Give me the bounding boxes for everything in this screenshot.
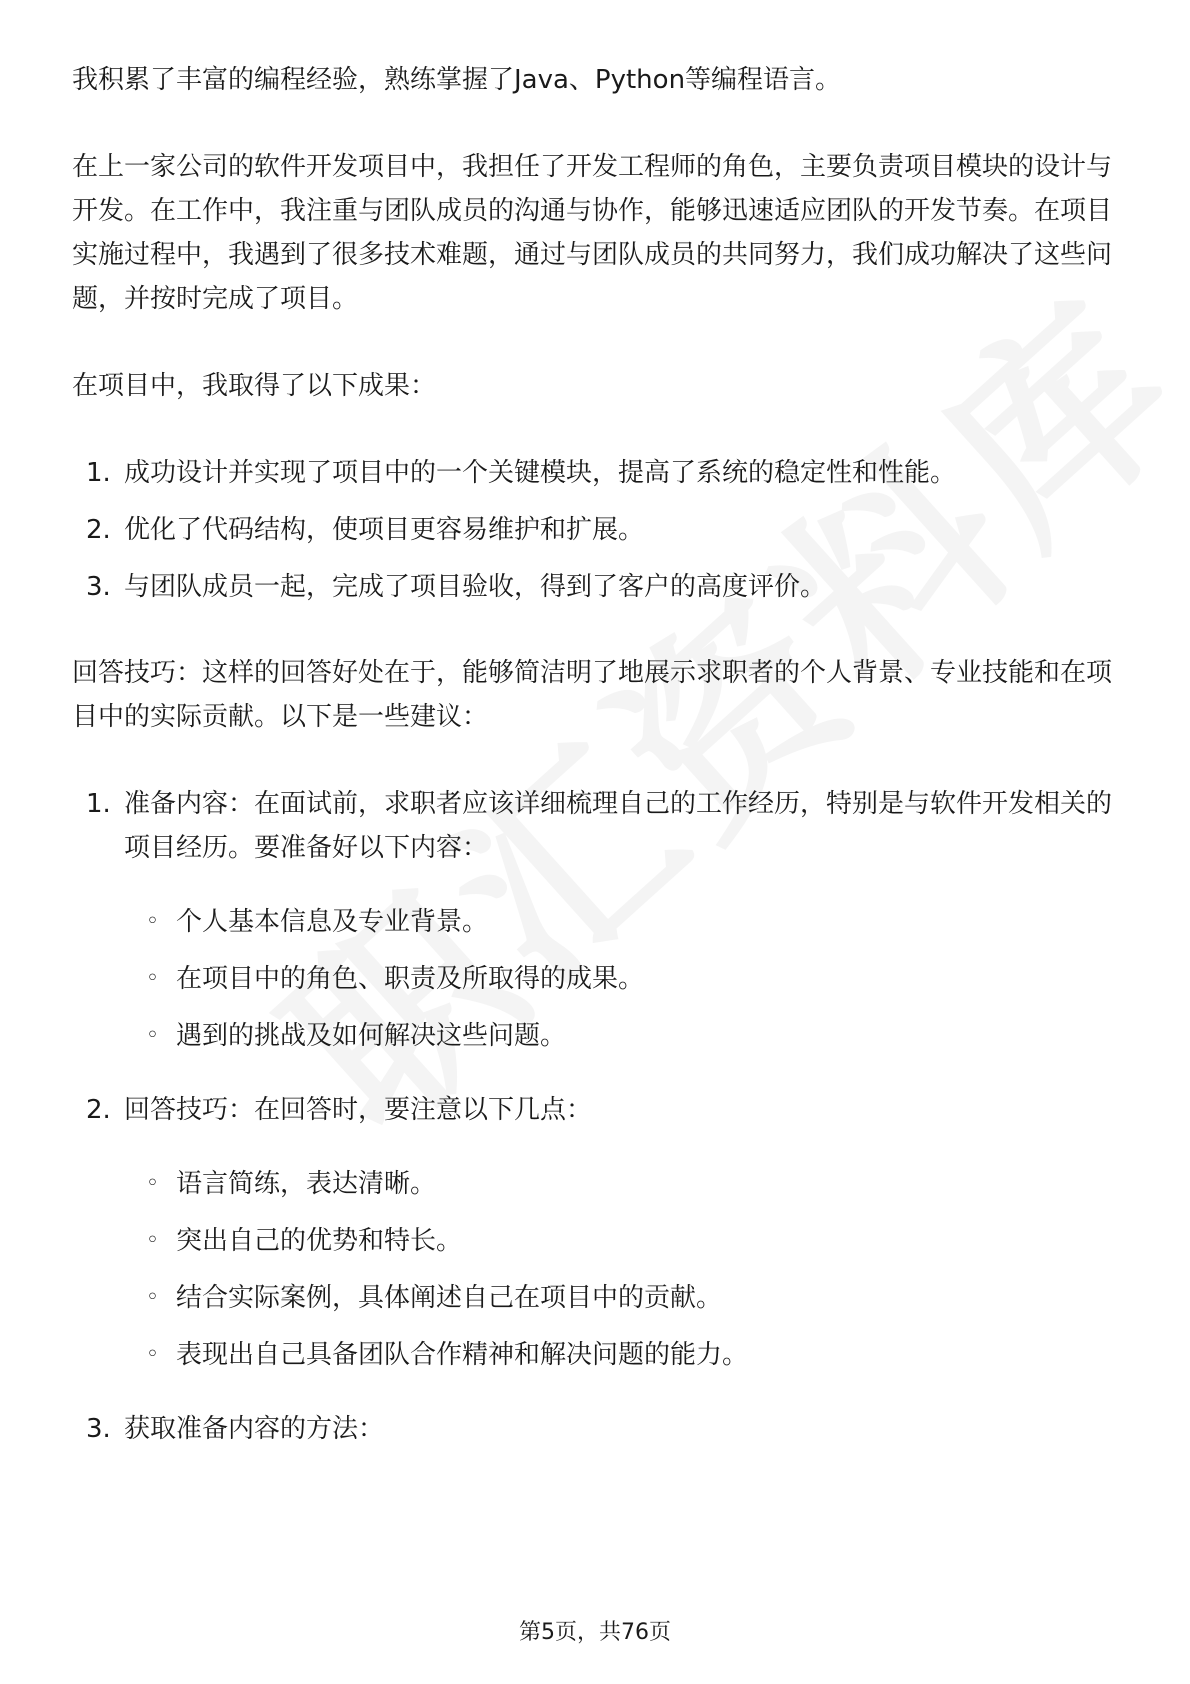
list-item [72, 782, 1122, 1058]
sub-list-item [124, 1014, 1122, 1058]
list-item-text: 回答技巧：在回答时，要注意以下几点： [124, 1095, 593, 1125]
achievements-heading: 在项目中，我取得了以下成果： [72, 371, 437, 401]
sub-list-item-text: 表现出自己具备团队合作精神和解决问题的能力。 [176, 1340, 749, 1370]
list-item-text: 成功设计并实现了项目中的一个关键模块，提高了系统的稳定性和性能。 [124, 458, 957, 488]
sub-list-item [124, 900, 1122, 944]
list-number: 2. [86, 515, 111, 545]
project-paragraph: 在上一家公司的软件开发项目中，我担任了开发工程师的角色，主要负责项目模块的设计与开发。在工作中，我注重与团队成员的沟通与协作，能够迅速适应团队的开发节奏。在项目实施过程中，我遇到了很多技术难题，通过与团队成员的共同努力，我们成功解决了这些问题，并按时完成了项目。 [72, 152, 1113, 314]
list-item [72, 508, 1122, 552]
list-number: 1. [86, 789, 111, 819]
list-number: 3. [86, 572, 111, 602]
sub-list-item [124, 957, 1122, 1001]
bullet-icon: ◦ [146, 1285, 159, 1310]
sub-list-item [124, 1162, 1122, 1206]
sub-list-item-text: 个人基本信息及专业背景。 [176, 907, 489, 937]
sub-list-item-text: 突出自己的优势和特长。 [176, 1226, 463, 1256]
sub-list-item [124, 1219, 1122, 1263]
sub-list-item [124, 1333, 1122, 1377]
list-item [72, 565, 1122, 609]
list-item-text: 优化了代码结构，使项目更容易维护和扩展。 [124, 515, 645, 545]
sub-list [124, 1162, 1122, 1377]
achievements-list [72, 451, 1122, 609]
sub-list-item-text: 遇到的挑战及如何解决这些问题。 [176, 1021, 567, 1051]
page-footer: 第5页，共76页 [519, 1620, 671, 1645]
tips-list [72, 782, 1122, 1451]
list-number: 2. [86, 1095, 111, 1125]
sub-list [124, 900, 1122, 1058]
sub-list-item-text: 在项目中的角色、职责及所取得的成果。 [176, 964, 645, 994]
list-item-text: 准备内容：在面试前，求职者应该详细梳理自己的工作经历，特别是与软件开发相关的项目经历。要准备好以下内容： [124, 789, 1113, 863]
bullet-icon: ◦ [146, 1342, 159, 1367]
list-item-text: 获取准备内容的方法： [124, 1414, 385, 1444]
list-number: 3. [86, 1414, 111, 1444]
list-item [72, 451, 1122, 495]
sub-list-item-text: 语言简练，表达清晰。 [176, 1169, 437, 1199]
page-content [72, 58, 1122, 1493]
list-item-text: 与团队成员一起，完成了项目验收，得到了客户的高度评价。 [124, 572, 827, 602]
bullet-icon: ◦ [146, 1023, 159, 1048]
tips-paragraph: 回答技巧：这样的回答好处在于，能够简洁明了地展示求职者的个人背景、专业技能和在项目中的实际贡献。以下是一些建议： [72, 658, 1113, 732]
bullet-icon: ◦ [146, 909, 159, 934]
bullet-icon: ◦ [146, 1171, 159, 1196]
sub-list-item-text: 结合实际案例，具体阐述自己在项目中的贡献。 [176, 1283, 723, 1313]
bullet-icon: ◦ [146, 1228, 159, 1253]
sub-list-item [124, 1276, 1122, 1320]
list-item [72, 1088, 1122, 1377]
bullet-icon: ◦ [146, 966, 159, 991]
list-item [72, 1407, 1122, 1451]
intro-line: 我积累了丰富的编程经验，熟练掌握了Java、Python等编程语言。 [72, 65, 842, 95]
list-number: 1. [86, 458, 111, 488]
